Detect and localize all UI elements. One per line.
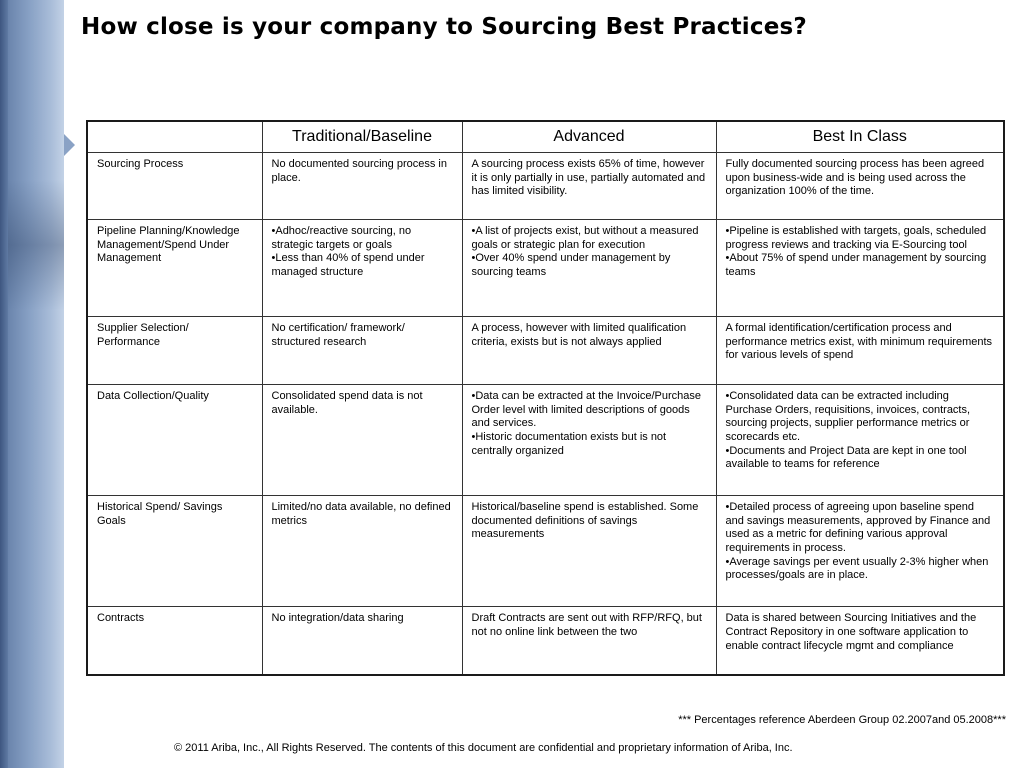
bullet-text: •Consolidated data can be extracted including Purchase Orders, requisitions, invoices, contracts, sourcing projects, supplier performance metrics or scorecards etc. xyxy=(725,390,971,443)
cell-text: Data is shared between Sourcing Initiatives and the Contract Repository in one software application to enable contract lifecycle mgmt and compliance xyxy=(725,612,977,652)
cell-advanced xyxy=(462,496,716,607)
cell-text: No integration/data sharing xyxy=(271,612,404,625)
bullet-text: •Average savings per event usually 2-3% higher when processes/goals are in place. xyxy=(725,555,989,582)
cell-text: Draft Contracts are sent out with RFP/RFQ, but not no online link between the two xyxy=(471,612,702,638)
cell-best-in-class xyxy=(716,220,1004,317)
cell-text: Consolidated spend data is not available. xyxy=(271,390,423,416)
cell-traditional xyxy=(262,496,462,607)
table-row xyxy=(87,607,1004,675)
slide-title: How close is your company to Sourcing Best Practices? xyxy=(81,14,807,40)
table-header-row xyxy=(87,121,1004,153)
cell-advanced xyxy=(462,153,716,220)
cell-text: No certification/ framework/ structured research xyxy=(271,322,405,348)
cell-text: Historical/baseline spend is established. Some documented definitions of savings measurements xyxy=(471,501,699,541)
header-traditional-baseline: Traditional/Baseline xyxy=(262,121,462,153)
cell-text: A sourcing process exists 65% of time, however it is only partially in use, partially automated and has limited visibility. xyxy=(471,158,706,198)
cell-text: No documented sourcing process in place. xyxy=(271,158,447,184)
footnote: *** Percentages reference Aberdeen Group 02.2007and 05.2008*** xyxy=(678,714,1006,726)
side-band-pointer-icon xyxy=(64,134,75,156)
cell-best-in-class xyxy=(716,607,1004,675)
cell-text: A process, however with limited qualification criteria, exists but is not always applied xyxy=(471,322,687,348)
row-label-data-collection: Data Collection/Quality xyxy=(87,385,262,496)
row-label-historical-spend: Historical Spend/ Savings Goals xyxy=(87,496,262,607)
row-label-contracts: Contracts xyxy=(87,607,262,675)
header-advanced: Advanced xyxy=(462,121,716,153)
cell-advanced xyxy=(462,385,716,496)
cell-best-in-class xyxy=(716,385,1004,496)
cell-advanced xyxy=(462,317,716,385)
table-row xyxy=(87,220,1004,317)
best-practices-table xyxy=(86,120,1005,676)
copyright-notice: © 2011 Ariba, Inc., All Rights Reserved. The contents of this document are confidential and proprietary information of Ariba, Inc. xyxy=(174,742,793,754)
bullet-text: •A list of projects exist, but without a measured goals or strategic plan for execution xyxy=(471,225,699,251)
bullet-text: •About 75% of spend under management by sourcing teams xyxy=(725,252,987,278)
cell-traditional xyxy=(262,385,462,496)
side-band-shade xyxy=(8,180,64,310)
bullet-text: •Less than 40% of spend under managed structure xyxy=(271,252,425,278)
cell-traditional xyxy=(262,607,462,675)
cell-text: A formal identification/certification process and performance metrics exist, with minimum requirements for various levels of spend xyxy=(725,322,993,362)
cell-traditional xyxy=(262,153,462,220)
bullet-text: •Detailed process of agreeing upon baseline spend and savings measurements, approved by Finance and used as a metric for defining various approval requirements in process. xyxy=(725,501,991,555)
cell-traditional xyxy=(262,220,462,317)
header-empty-cell xyxy=(87,121,262,153)
side-band-stripe xyxy=(0,0,8,768)
cell-text: Fully documented sourcing process has been agreed upon business-wide and is being used across the organization 100% of the time. xyxy=(725,158,985,198)
header-best-in-class: Best In Class xyxy=(716,121,1004,153)
row-label-pipeline-planning: Pipeline Planning/Knowledge Management/Spend Under Management xyxy=(87,220,262,317)
table-row xyxy=(87,317,1004,385)
cell-traditional xyxy=(262,317,462,385)
bullet-text: •Adhoc/reactive sourcing, no strategic targets or goals xyxy=(271,225,412,251)
bullet-text: •Over 40% spend under management by sourcing teams xyxy=(471,252,671,278)
cell-text: Limited/no data available, no defined metrics xyxy=(271,501,451,527)
bullet-text: •Data can be extracted at the Invoice/Purchase Order level with limited descriptions of goods and services. xyxy=(471,390,701,430)
cell-best-in-class xyxy=(716,496,1004,607)
cell-advanced xyxy=(462,607,716,675)
bullet-text: •Historic documentation exists but is not centrally organized xyxy=(471,430,667,457)
row-label-supplier-selection: Supplier Selection/ Performance xyxy=(87,317,262,385)
cell-advanced xyxy=(462,220,716,317)
table-row xyxy=(87,153,1004,220)
bullet-text: •Pipeline is established with targets, goals, scheduled progress reviews and tracking via E-Sourcing tool xyxy=(725,225,987,251)
table-row xyxy=(87,496,1004,607)
cell-best-in-class xyxy=(716,317,1004,385)
bullet-text: •Documents and Project Data are kept in one tool available to teams for reference xyxy=(725,444,967,471)
cell-best-in-class xyxy=(716,153,1004,220)
row-label-sourcing-process: Sourcing Process xyxy=(87,153,262,220)
table-row xyxy=(87,385,1004,496)
decorative-side-band xyxy=(0,0,64,768)
